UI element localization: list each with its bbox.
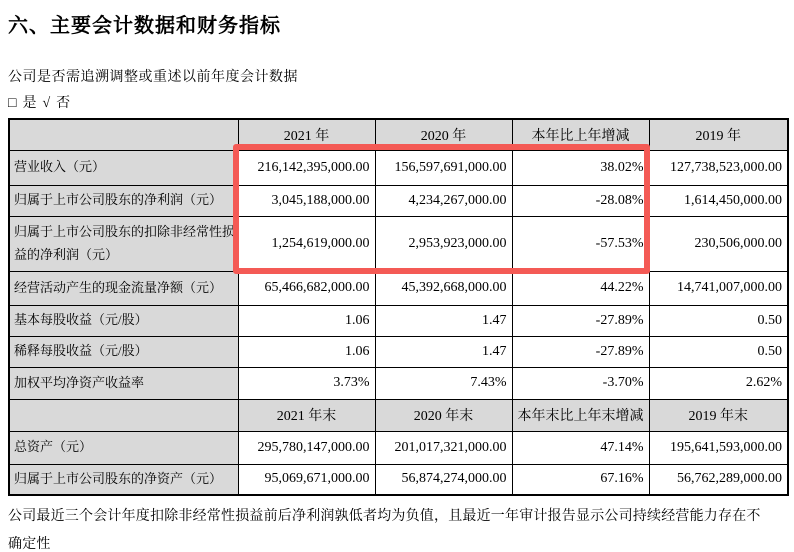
table-row bbox=[9, 305, 788, 336]
value-cell: 201,017,321,000.00 bbox=[375, 431, 512, 464]
table-header-row bbox=[9, 399, 788, 431]
table-row bbox=[9, 216, 788, 271]
value-cell: 4,234,267,000.00 bbox=[375, 185, 512, 216]
table-row bbox=[9, 464, 788, 495]
value-cell: 47.14% bbox=[512, 431, 649, 464]
column-header-cell: 2021 年末 bbox=[238, 399, 375, 431]
table-row bbox=[9, 150, 788, 185]
row-label-cell: 基本每股收益（元/股） bbox=[9, 305, 238, 336]
header-corner-cell bbox=[9, 399, 238, 431]
value-cell: 195,641,593,000.00 bbox=[649, 431, 788, 464]
column-header-cell: 2020 年 bbox=[375, 119, 512, 150]
value-cell: -28.08% bbox=[512, 185, 649, 216]
row-label-cell: 加权平均净资产收益率 bbox=[9, 367, 238, 399]
going-concern-footnote: 公司最近三个会计年度扣除非经常性损益前后净利润孰低者均为负值，且最近一年审计报告显示公司持续经营能力存在不确定性 bbox=[8, 509, 761, 552]
row-label-cell: 归属于上市公司股东的扣除非经常性损益的净利润（元） bbox=[9, 216, 238, 271]
section-title: 六、主要会计数据和财务指标 bbox=[8, 15, 281, 37]
value-cell: 65,466,682,000.00 bbox=[238, 271, 375, 305]
value-cell: 1,614,450,000.00 bbox=[649, 185, 788, 216]
option-yes-label: 是 bbox=[22, 96, 37, 111]
value-cell: 216,142,395,000.00 bbox=[238, 150, 375, 185]
value-cell: 0.50 bbox=[649, 305, 788, 336]
value-cell: -27.89% bbox=[512, 305, 649, 336]
value-cell: 1,254,619,000.00 bbox=[238, 216, 375, 271]
column-header-cell: 2019 年末 bbox=[649, 399, 788, 431]
table-row bbox=[9, 367, 788, 399]
financial-indicators-table bbox=[8, 118, 789, 496]
value-cell: 1.06 bbox=[238, 305, 375, 336]
table-row bbox=[9, 431, 788, 464]
value-cell: 0.50 bbox=[649, 336, 788, 367]
table-row bbox=[9, 271, 788, 305]
value-cell: 38.02% bbox=[512, 150, 649, 185]
value-cell: 295,780,147,000.00 bbox=[238, 431, 375, 464]
table-row bbox=[9, 336, 788, 367]
row-label-cell: 稀释每股收益（元/股） bbox=[9, 336, 238, 367]
financial-table-body bbox=[9, 119, 788, 495]
value-cell: 156,597,691,000.00 bbox=[375, 150, 512, 185]
column-header-cell: 2020 年末 bbox=[375, 399, 512, 431]
value-cell: 1.47 bbox=[375, 305, 512, 336]
value-cell: 3.73% bbox=[238, 367, 375, 399]
row-label-cell: 归属于上市公司股东的净利润（元） bbox=[9, 185, 238, 216]
row-label-cell: 经营活动产生的现金流量净额（元） bbox=[9, 271, 238, 305]
value-cell: 2.62% bbox=[649, 367, 788, 399]
value-cell: -57.53% bbox=[512, 216, 649, 271]
column-header-cell: 2019 年 bbox=[649, 119, 788, 150]
value-cell: 3,045,188,000.00 bbox=[238, 185, 375, 216]
row-label-cell: 营业收入（元） bbox=[9, 150, 238, 185]
table-row bbox=[9, 185, 788, 216]
header-corner-cell bbox=[9, 119, 238, 150]
value-cell: 56,762,289,000.00 bbox=[649, 464, 788, 495]
row-label-cell: 归属于上市公司股东的净资产（元） bbox=[9, 464, 238, 495]
value-cell: 95,069,671,000.00 bbox=[238, 464, 375, 495]
value-cell: 2,953,923,000.00 bbox=[375, 216, 512, 271]
value-cell: 45,392,668,000.00 bbox=[375, 271, 512, 305]
restate-answer-line bbox=[8, 92, 76, 112]
option-no-label: 否 bbox=[56, 96, 71, 111]
table-header-row bbox=[9, 119, 788, 150]
checkmark-icon: √ bbox=[42, 96, 51, 111]
value-cell: -27.89% bbox=[512, 336, 649, 367]
value-cell: 56,874,274,000.00 bbox=[375, 464, 512, 495]
value-cell: 7.43% bbox=[375, 367, 512, 399]
row-label-cell: 总资产（元） bbox=[9, 431, 238, 464]
checkbox-unchecked-icon: □ bbox=[8, 96, 17, 111]
restate-question-text: 公司是否需追溯调整或重述以前年度会计数据 bbox=[8, 70, 298, 85]
column-header-cell: 本年末比上年末增减 bbox=[512, 399, 649, 431]
value-cell: -3.70% bbox=[512, 367, 649, 399]
column-header-cell: 本年比上年增减 bbox=[512, 119, 649, 150]
value-cell: 44.22% bbox=[512, 271, 649, 305]
value-cell: 67.16% bbox=[512, 464, 649, 495]
value-cell: 127,738,523,000.00 bbox=[649, 150, 788, 185]
value-cell: 1.06 bbox=[238, 336, 375, 367]
value-cell: 14,741,007,000.00 bbox=[649, 271, 788, 305]
value-cell: 1.47 bbox=[375, 336, 512, 367]
column-header-cell: 2021 年 bbox=[238, 119, 375, 150]
value-cell: 230,506,000.00 bbox=[649, 216, 788, 271]
